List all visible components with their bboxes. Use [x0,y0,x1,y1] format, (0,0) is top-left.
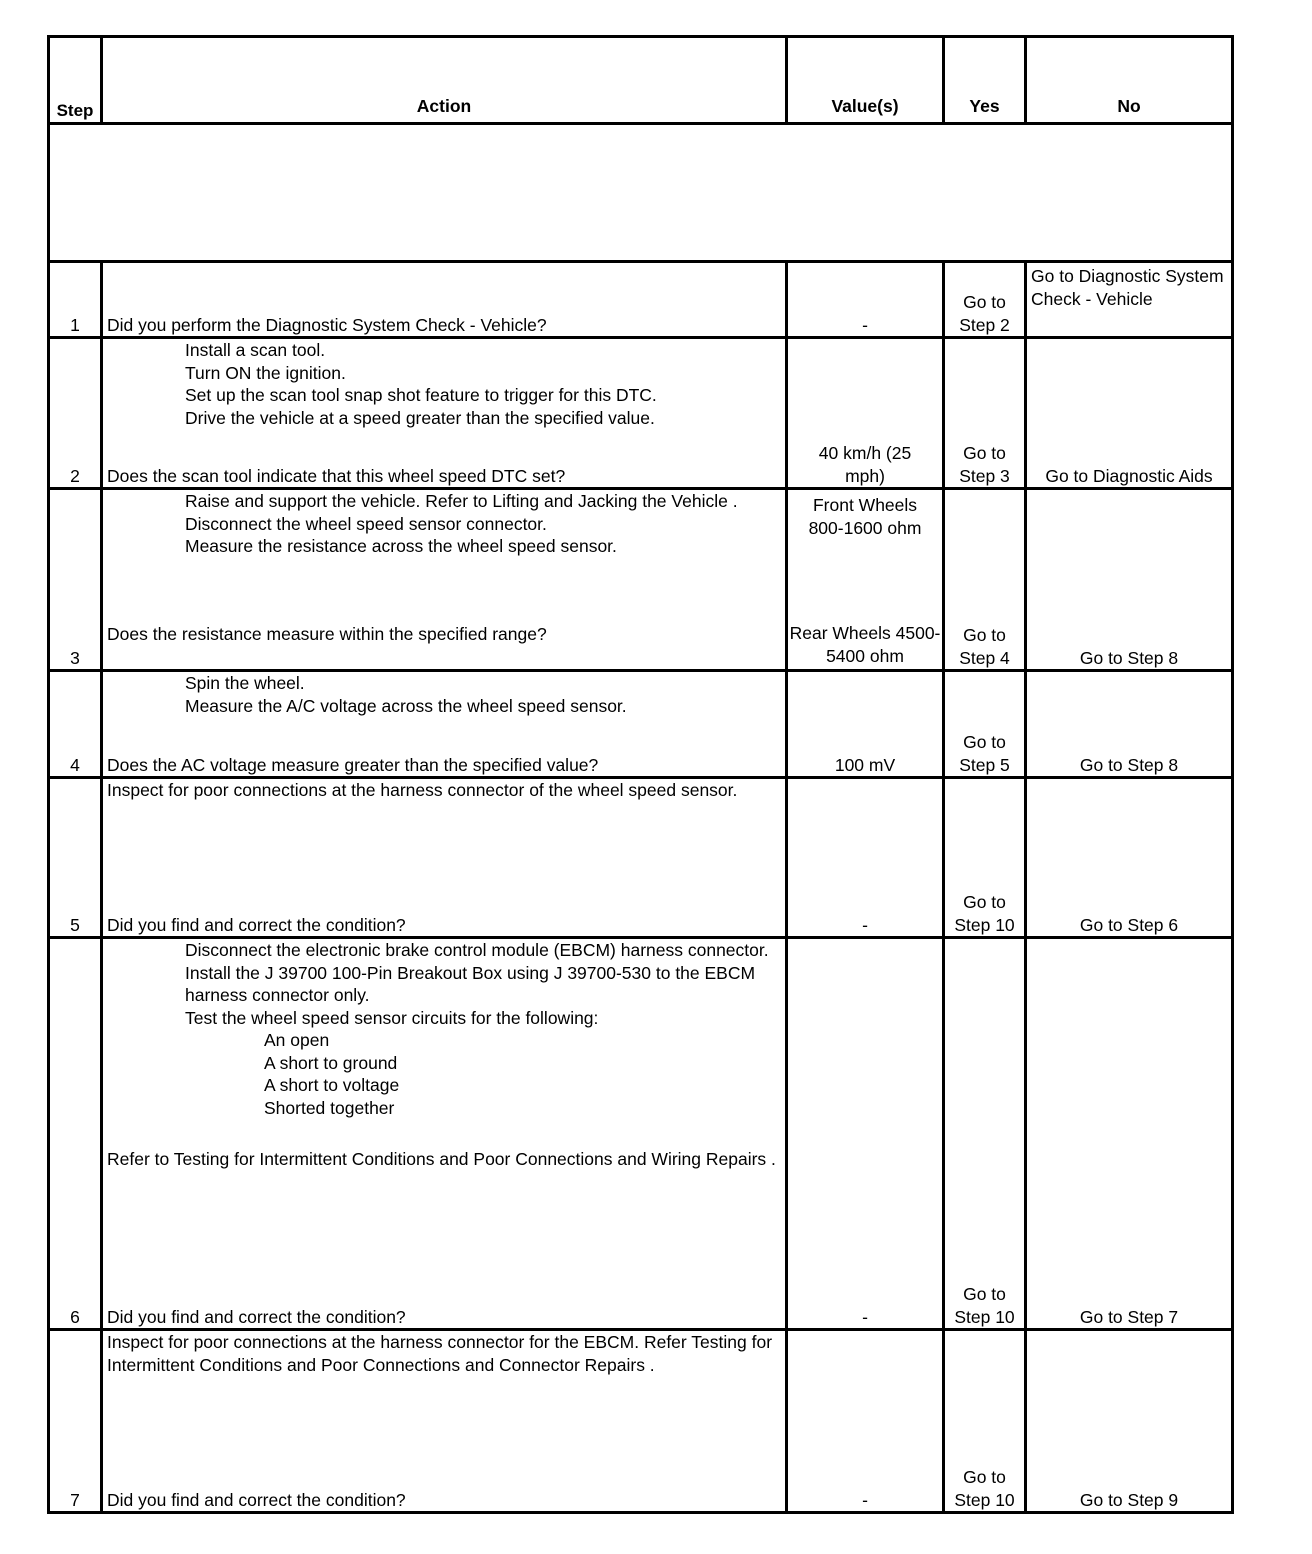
action-steps [107,339,781,429]
action-step: Disconnect the electronic brake control module (EBCM) harness connector. [185,940,769,960]
header-row [49,37,1233,124]
yes-link[interactable]: Go to Step 10 [944,1330,1026,1513]
action-intro: Inspect for poor connections at the harness connector for the EBCM. Refer Testing for Intermittent Conditions and Poor Connections and Connector Repairs . [107,1332,773,1375]
action-question: Did you find and correct the condition? [107,1306,406,1327]
values-cell: - [787,1330,944,1513]
blank-row [49,124,1233,262]
action-step: Spin the wheel. [185,673,305,693]
values-cell: - [787,262,944,338]
action-substep: An open [264,1030,330,1050]
action-cell [102,671,787,778]
header-values: Value(s) [787,37,944,124]
step-number: 6 [49,938,102,1330]
action-content [107,779,781,936]
no-link[interactable]: Go to Step 9 [1026,1330,1233,1513]
action-intro: Inspect for poor connections at the harness connector of the wheel speed sensor. [107,780,738,800]
action-step: Turn ON the ignition. [185,362,346,383]
step-number: 2 [49,338,102,489]
action-cell [102,1330,787,1513]
header-yes: Yes [944,37,1026,124]
action-refer: Refer to Testing for Intermittent Conditions and Poor Connections and Wiring Repairs . [107,1149,776,1169]
action-question: Did you find and correct the condition? [107,1489,406,1510]
action-question: Does the scan tool indicate that this wheel speed DTC set? [107,465,566,486]
values-cell: 40 km/h (25 mph) [787,338,944,489]
values-cell [787,489,944,671]
table-row-step-6 [49,938,1233,1330]
action-step: Install a scan tool. [185,340,326,360]
action-content [107,1331,781,1511]
step-number: 4 [49,671,102,778]
header-action: Action [102,37,787,124]
action-steps [107,672,781,717]
action-cell [102,262,787,338]
step-number: 7 [49,1330,102,1513]
blank-cell [49,124,1233,262]
step-number: 3 [49,489,102,671]
action-question: Did you perform the Diagnostic System Check - Vehicle? [107,314,547,335]
no-link[interactable]: Go to Step 8 [1026,489,1233,671]
action-step: Measure the A/C voltage across the wheel speed sensor. [185,695,627,716]
action-content [107,490,781,669]
values-rear: Rear Wheels 4500-5400 ohm [789,623,941,666]
action-substep: Shorted together [264,1097,395,1118]
yes-link[interactable]: Go to Step 4 [944,489,1026,671]
action-substep: A short to ground [264,1052,398,1073]
step-number: 1 [49,262,102,338]
action-step: Disconnect the wheel speed sensor connector. [185,513,547,534]
action-cell [102,938,787,1330]
action-step: Test the wheel speed sensor circuits for the following: [185,1007,599,1028]
action-content [107,939,781,1328]
values-front: Front Wheels 800-1600 ohm [808,495,922,538]
table-row-step-1 [49,262,1233,338]
values-cell: - [787,938,944,1330]
action-steps [107,490,781,558]
action-question: Does the AC voltage measure greater than the specified value? [107,754,599,775]
table-row-step-2 [49,338,1233,489]
yes-link[interactable]: Go to Step 5 [944,671,1026,778]
table-row-step-7 [49,1330,1233,1513]
action-content [107,339,781,487]
action-question: Did you find and correct the condition? [107,914,406,935]
action-step: Measure the resistance across the wheel speed sensor. [185,536,617,556]
action-question: Does the resistance measure within the specified range? [107,623,547,644]
no-link[interactable]: Go to Step 7 [1026,938,1233,1330]
action-step: Set up the scan tool snap shot feature to trigger for this DTC. [185,385,657,405]
action-step: Drive the vehicle at a speed greater than the specified value. [185,407,655,428]
diagnostic-table [47,35,1234,1514]
action-substep: A short to voltage [264,1075,400,1095]
header-no: No [1026,37,1233,124]
table-row-step-3 [49,489,1233,671]
yes-link[interactable]: Go to Step 2 [944,262,1026,338]
yes-link[interactable]: Go to Step 10 [944,778,1026,938]
no-link[interactable]: Go to Diagnostic Aids [1026,338,1233,489]
action-step: Raise and support the vehicle. Refer to Lifting and Jacking the Vehicle . [185,491,738,511]
action-step: Install the J 39700 100-Pin Breakout Box using J 39700-530 to the EBCM harness connector only. [185,962,756,1005]
action-steps [107,939,781,1029]
yes-link[interactable]: Go to Step 3 [944,338,1026,489]
table-row-step-5 [49,778,1233,938]
step-number: 5 [49,778,102,938]
action-content [107,672,781,776]
yes-link[interactable]: Go to Step 10 [944,938,1026,1330]
no-link[interactable]: Go to Step 8 [1026,671,1233,778]
action-cell [102,489,787,671]
values-cell: 100 mV [787,671,944,778]
no-link[interactable]: Go to Diagnostic System Check - Vehicle [1026,262,1233,338]
action-cell [102,338,787,489]
header-step: Step [49,37,102,124]
no-link[interactable]: Go to Step 6 [1026,778,1233,938]
values-cell: - [787,778,944,938]
action-substeps [107,1029,781,1119]
table-row-step-4 [49,671,1233,778]
action-cell [102,778,787,938]
